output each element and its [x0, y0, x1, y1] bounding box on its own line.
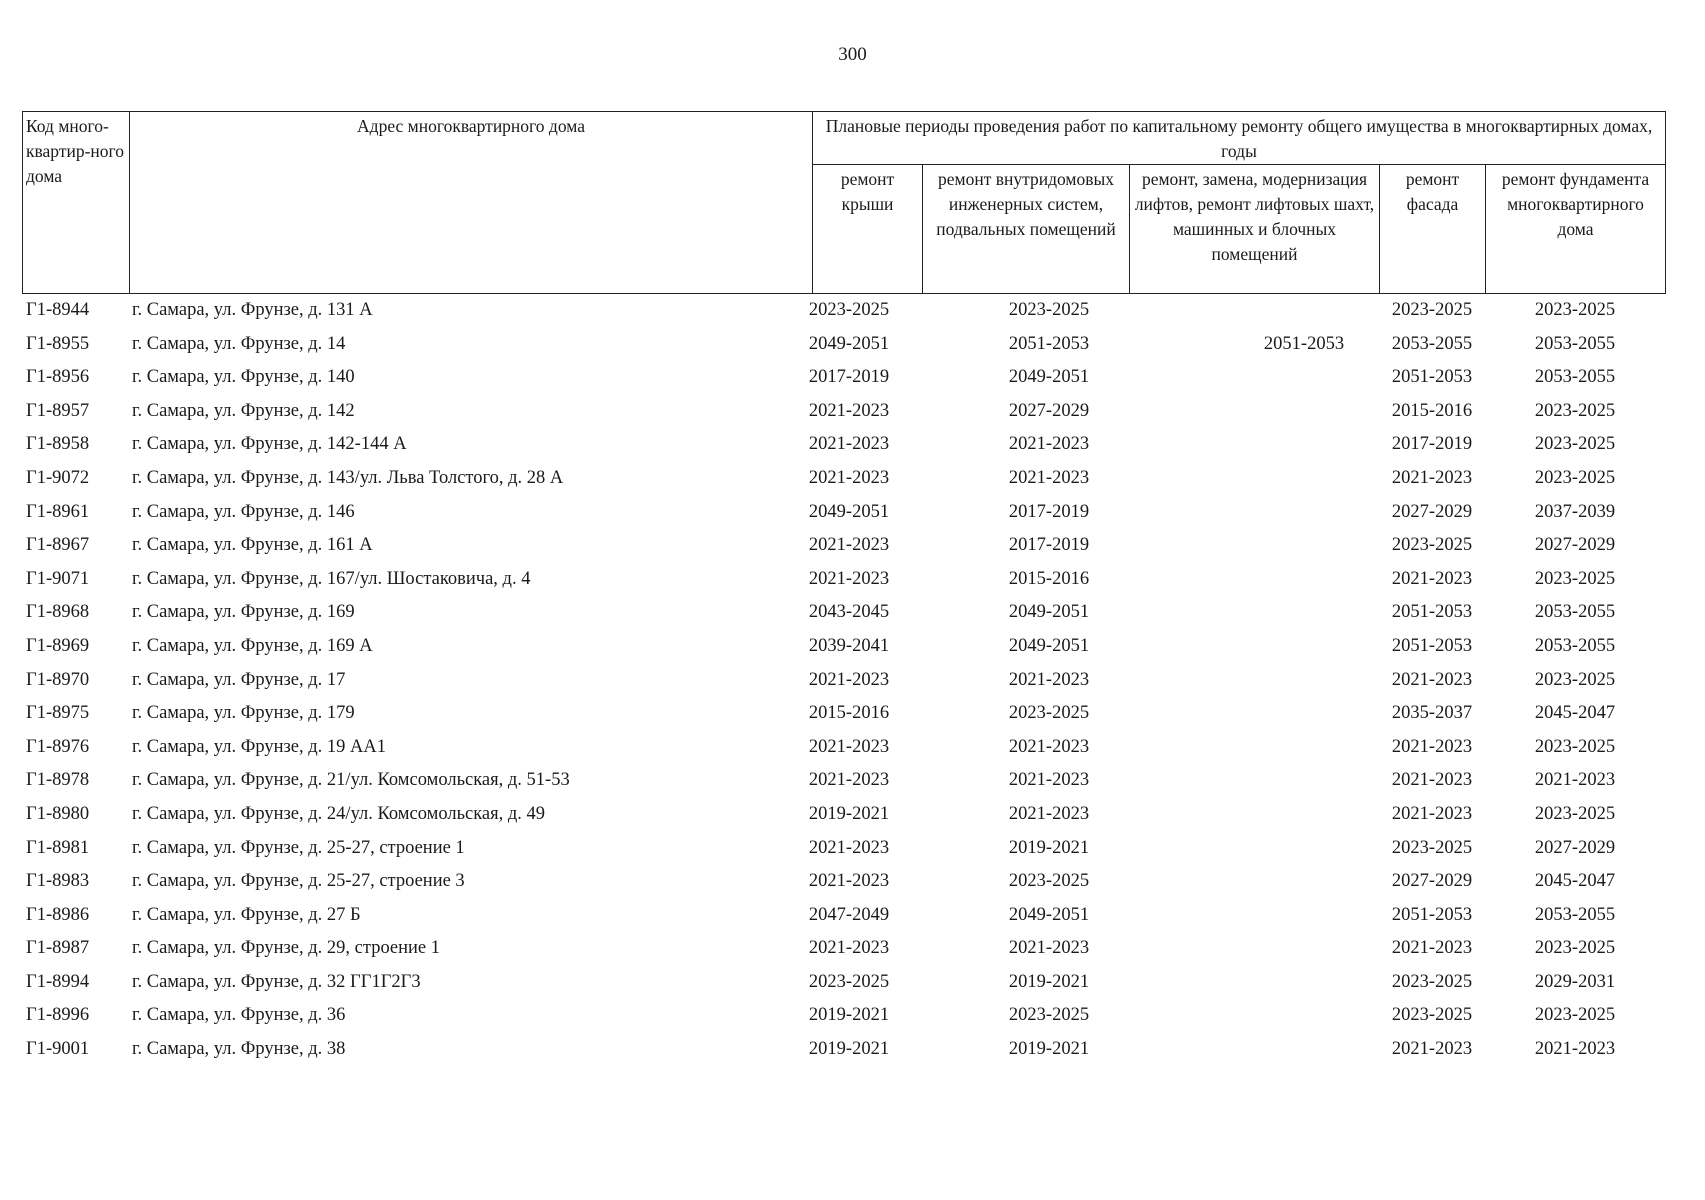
cell-engineering: 2027-2029 — [1008, 400, 1090, 421]
cell-roof: 2021-2023 — [808, 535, 890, 556]
cell-roof: 2021-2023 — [808, 736, 890, 757]
cell-address: г. Самара, ул. Фрунзе, д. 179 — [132, 703, 355, 724]
cell-engineering: 2023-2025 — [1008, 703, 1090, 724]
cell-engineering: 2051-2053 — [1008, 333, 1090, 354]
cell-engineering: 2019-2021 — [1008, 1039, 1090, 1060]
cell-engineering: 2023-2025 — [1008, 871, 1090, 892]
cell-facade: 2021-2023 — [1391, 669, 1473, 690]
cell-address: г. Самара, ул. Фрунзе, д. 27 Б — [132, 904, 361, 925]
cell-foundation: 2023-2025 — [1534, 736, 1616, 757]
cell-foundation: 2045-2047 — [1534, 871, 1616, 892]
cell-facade: 2023-2025 — [1391, 1005, 1473, 1026]
cell-facade: 2035-2037 — [1391, 703, 1473, 724]
table-row — [22, 799, 1662, 833]
cell-foundation: 2023-2025 — [1534, 300, 1616, 320]
cell-address: г. Самара, ул. Фрунзе, д. 29, строение 1 — [132, 938, 441, 959]
cell-foundation: 2023-2025 — [1534, 938, 1616, 959]
table-row — [22, 463, 1662, 497]
cell-facade: 2023-2025 — [1391, 535, 1473, 556]
table-row — [22, 698, 1662, 732]
cell-foundation: 2021-2023 — [1534, 1039, 1616, 1060]
cell-facade: 2023-2025 — [1391, 837, 1473, 858]
cell-address: г. Самара, ул. Фрунзе, д. 36 — [132, 1005, 346, 1026]
header-facade: ремонт фасада — [1380, 165, 1486, 294]
cell-foundation: 2037-2039 — [1534, 501, 1616, 522]
header-periods: Плановые периоды проведения работ по капитальному ремонту общего имущества в многоквартирных домах, годы — [813, 112, 1666, 165]
cell-engineering: 2019-2021 — [1008, 837, 1090, 858]
cell-code: Г1-8969 — [26, 635, 90, 656]
table-row — [22, 933, 1662, 967]
cell-foundation: 2053-2055 — [1534, 904, 1616, 925]
cell-roof: 2015-2016 — [808, 703, 890, 724]
cell-roof: 2049-2051 — [808, 333, 890, 354]
cell-address: г. Самара, ул. Фрунзе, д. 19 АА1 — [132, 736, 387, 757]
cell-code: Г1-8968 — [26, 602, 90, 623]
table-row — [22, 362, 1662, 396]
table-row — [22, 967, 1662, 1001]
cell-code: Г1-8981 — [26, 837, 90, 858]
cell-facade: 2021-2023 — [1391, 770, 1473, 791]
cell-roof: 2021-2023 — [808, 434, 890, 455]
cell-foundation: 2053-2055 — [1534, 635, 1616, 656]
cell-address: г. Самара, ул. Фрунзе, д. 142-144 А — [132, 434, 407, 455]
cell-roof: 2021-2023 — [808, 837, 890, 858]
cell-roof: 2021-2023 — [808, 871, 890, 892]
table-row — [22, 665, 1662, 699]
cell-engineering: 2021-2023 — [1008, 938, 1090, 959]
cell-facade: 2017-2019 — [1391, 434, 1473, 455]
cell-foundation: 2023-2025 — [1534, 568, 1616, 589]
cell-code: Г1-8957 — [26, 400, 90, 421]
cell-code: Г1-8961 — [26, 501, 90, 522]
cell-address: г. Самара, ул. Фрунзе, д. 32 ГГ1Г2Г3 — [132, 971, 421, 992]
cell-code: Г1-8983 — [26, 871, 90, 892]
cell-address: г. Самара, ул. Фрунзе, д. 17 — [132, 669, 346, 690]
cell-roof: 2039-2041 — [808, 635, 890, 656]
cell-engineering: 2023-2025 — [1008, 300, 1090, 320]
table-row — [22, 1034, 1662, 1068]
table-row — [22, 295, 1662, 329]
cell-address: г. Самара, ул. Фрунзе, д. 143/ул. Льва Толстого, д. 28 А — [132, 467, 564, 488]
cell-facade: 2051-2053 — [1391, 602, 1473, 623]
cell-engineering: 2023-2025 — [1008, 1005, 1090, 1026]
cell-roof: 2021-2023 — [808, 467, 890, 488]
cell-facade: 2021-2023 — [1391, 568, 1473, 589]
table-row — [22, 631, 1662, 665]
table-row — [22, 732, 1662, 766]
table-row — [22, 530, 1662, 564]
cell-facade: 2021-2023 — [1391, 736, 1473, 757]
cell-roof: 2021-2023 — [808, 770, 890, 791]
cell-code: Г1-8956 — [26, 367, 90, 388]
header-address: Адрес многоквартирного дома — [130, 112, 813, 294]
cell-foundation: 2029-2031 — [1534, 971, 1616, 992]
cell-foundation: 2053-2055 — [1534, 602, 1616, 623]
cell-roof: 2021-2023 — [808, 669, 890, 690]
cell-roof: 2019-2021 — [808, 803, 890, 824]
cell-facade: 2023-2025 — [1391, 300, 1473, 320]
cell-roof: 2021-2023 — [808, 400, 890, 421]
cell-address: г. Самара, ул. Фрунзе, д. 14 — [132, 333, 346, 354]
cell-facade: 2053-2055 — [1391, 333, 1473, 354]
cell-foundation: 2023-2025 — [1534, 434, 1616, 455]
cell-engineering: 2017-2019 — [1008, 535, 1090, 556]
cell-facade: 2021-2023 — [1391, 803, 1473, 824]
cell-roof: 2019-2021 — [808, 1039, 890, 1060]
cell-foundation: 2045-2047 — [1534, 703, 1616, 724]
cell-code: Г1-8975 — [26, 703, 90, 724]
table-row — [22, 564, 1662, 598]
table-row — [22, 765, 1662, 799]
cell-facade: 2015-2016 — [1391, 400, 1473, 421]
cell-foundation: 2023-2025 — [1534, 467, 1616, 488]
cell-roof: 2021-2023 — [808, 938, 890, 959]
cell-facade: 2051-2053 — [1391, 904, 1473, 925]
cell-engineering: 2049-2051 — [1008, 635, 1090, 656]
cell-code: Г1-8955 — [26, 333, 90, 354]
cell-engineering: 2021-2023 — [1008, 736, 1090, 757]
cell-code: Г1-8994 — [26, 971, 90, 992]
cell-facade: 2023-2025 — [1391, 971, 1473, 992]
cell-address: г. Самара, ул. Фрунзе, д. 140 — [132, 367, 355, 388]
cell-code: Г1-9001 — [26, 1039, 90, 1060]
cell-roof: 2017-2019 — [808, 367, 890, 388]
cell-engineering: 2017-2019 — [1008, 501, 1090, 522]
cell-foundation: 2053-2055 — [1534, 333, 1616, 354]
cell-roof: 2049-2051 — [808, 501, 890, 522]
cell-address: г. Самара, ул. Фрунзе, д. 21/ул. Комсомольская, д. 51-53 — [132, 770, 570, 791]
cell-roof: 2023-2025 — [808, 971, 890, 992]
cell-facade: 2027-2029 — [1391, 501, 1473, 522]
table-header — [22, 111, 1666, 294]
cell-foundation: 2023-2025 — [1534, 803, 1616, 824]
cell-engineering: 2021-2023 — [1008, 770, 1090, 791]
cell-roof: 2021-2023 — [808, 568, 890, 589]
cell-code: Г1-8986 — [26, 904, 90, 925]
cell-engineering: 2049-2051 — [1008, 367, 1090, 388]
table-row — [22, 900, 1662, 934]
cell-code: Г1-9072 — [26, 467, 90, 488]
table-row — [22, 597, 1662, 631]
header-roof: ремонт крыши — [813, 165, 923, 294]
cell-roof: 2019-2021 — [808, 1005, 890, 1026]
cell-code: Г1-8987 — [26, 938, 90, 959]
cell-code: Г1-9071 — [26, 568, 90, 589]
header-foundation: ремонт фундамента многоквартирного дома — [1486, 165, 1666, 294]
cell-facade: 2027-2029 — [1391, 871, 1473, 892]
cell-address: г. Самара, ул. Фрунзе, д. 131 А — [132, 300, 373, 320]
cell-roof: 2047-2049 — [808, 904, 890, 925]
table-row — [22, 429, 1662, 463]
cell-engineering: 2021-2023 — [1008, 803, 1090, 824]
header-engineering: ремонт внутридомовых инженерных систем, подвальных помещений — [923, 165, 1130, 294]
cell-address: г. Самара, ул. Фрунзе, д. 38 — [132, 1039, 346, 1060]
cell-code: Г1-8980 — [26, 803, 90, 824]
cell-address: г. Самара, ул. Фрунзе, д. 161 А — [132, 535, 373, 556]
cell-foundation: 2053-2055 — [1534, 367, 1616, 388]
cell-facade: 2021-2023 — [1391, 938, 1473, 959]
cell-address: г. Самара, ул. Фрунзе, д. 169 А — [132, 635, 373, 656]
header-lifts: ремонт, замена, модернизация лифтов, ремонт лифтовых шахт, машинных и блочных помещений — [1130, 165, 1380, 294]
cell-foundation: 2023-2025 — [1534, 400, 1616, 421]
cell-foundation: 2027-2029 — [1534, 535, 1616, 556]
cell-code: Г1-8978 — [26, 770, 90, 791]
cell-code: Г1-8967 — [26, 535, 90, 556]
cell-engineering: 2021-2023 — [1008, 669, 1090, 690]
cell-foundation: 2027-2029 — [1534, 837, 1616, 858]
cell-address: г. Самара, ул. Фрунзе, д. 146 — [132, 501, 355, 522]
table-row — [22, 833, 1662, 867]
cell-engineering: 2015-2016 — [1008, 568, 1090, 589]
cell-code: Г1-8944 — [26, 300, 90, 320]
cell-engineering: 2019-2021 — [1008, 971, 1090, 992]
cell-foundation: 2021-2023 — [1534, 770, 1616, 791]
cell-facade: 2021-2023 — [1391, 1039, 1473, 1060]
table-row — [22, 497, 1662, 531]
cell-foundation: 2023-2025 — [1534, 1005, 1616, 1026]
cell-facade: 2051-2053 — [1391, 367, 1473, 388]
cell-engineering: 2049-2051 — [1008, 602, 1090, 623]
page-number: 300 — [838, 44, 867, 65]
cell-address: г. Самара, ул. Фрунзе, д. 24/ул. Комсомольская, д. 49 — [132, 803, 546, 824]
table-row — [22, 396, 1662, 430]
cell-engineering: 2021-2023 — [1008, 467, 1090, 488]
cell-address: г. Самара, ул. Фрунзе, д. 169 — [132, 602, 355, 623]
table-row — [22, 866, 1662, 900]
cell-roof: 2023-2025 — [808, 300, 890, 320]
cell-address: г. Самара, ул. Фрунзе, д. 25-27, строение 1 — [132, 837, 465, 858]
header-code: Код много-квартир-ного дома — [23, 112, 130, 294]
cell-address: г. Самара, ул. Фрунзе, д. 142 — [132, 400, 355, 421]
cell-code: Г1-8970 — [26, 669, 90, 690]
cell-code: Г1-8976 — [26, 736, 90, 757]
cell-engineering: 2049-2051 — [1008, 904, 1090, 925]
table-row — [22, 329, 1662, 363]
cell-foundation: 2023-2025 — [1534, 669, 1616, 690]
cell-code: Г1-8996 — [26, 1005, 90, 1026]
cell-address: г. Самара, ул. Фрунзе, д. 25-27, строение 3 — [132, 871, 465, 892]
cell-code: Г1-8958 — [26, 434, 90, 455]
table-body — [22, 295, 1662, 1068]
cell-facade: 2021-2023 — [1391, 467, 1473, 488]
table-row — [22, 1000, 1662, 1034]
cell-lifts: 2051-2053 — [1263, 333, 1345, 354]
cell-roof: 2043-2045 — [808, 602, 890, 623]
cell-facade: 2051-2053 — [1391, 635, 1473, 656]
cell-address: г. Самара, ул. Фрунзе, д. 167/ул. Шостаковича, д. 4 — [132, 568, 531, 589]
cell-engineering: 2021-2023 — [1008, 434, 1090, 455]
